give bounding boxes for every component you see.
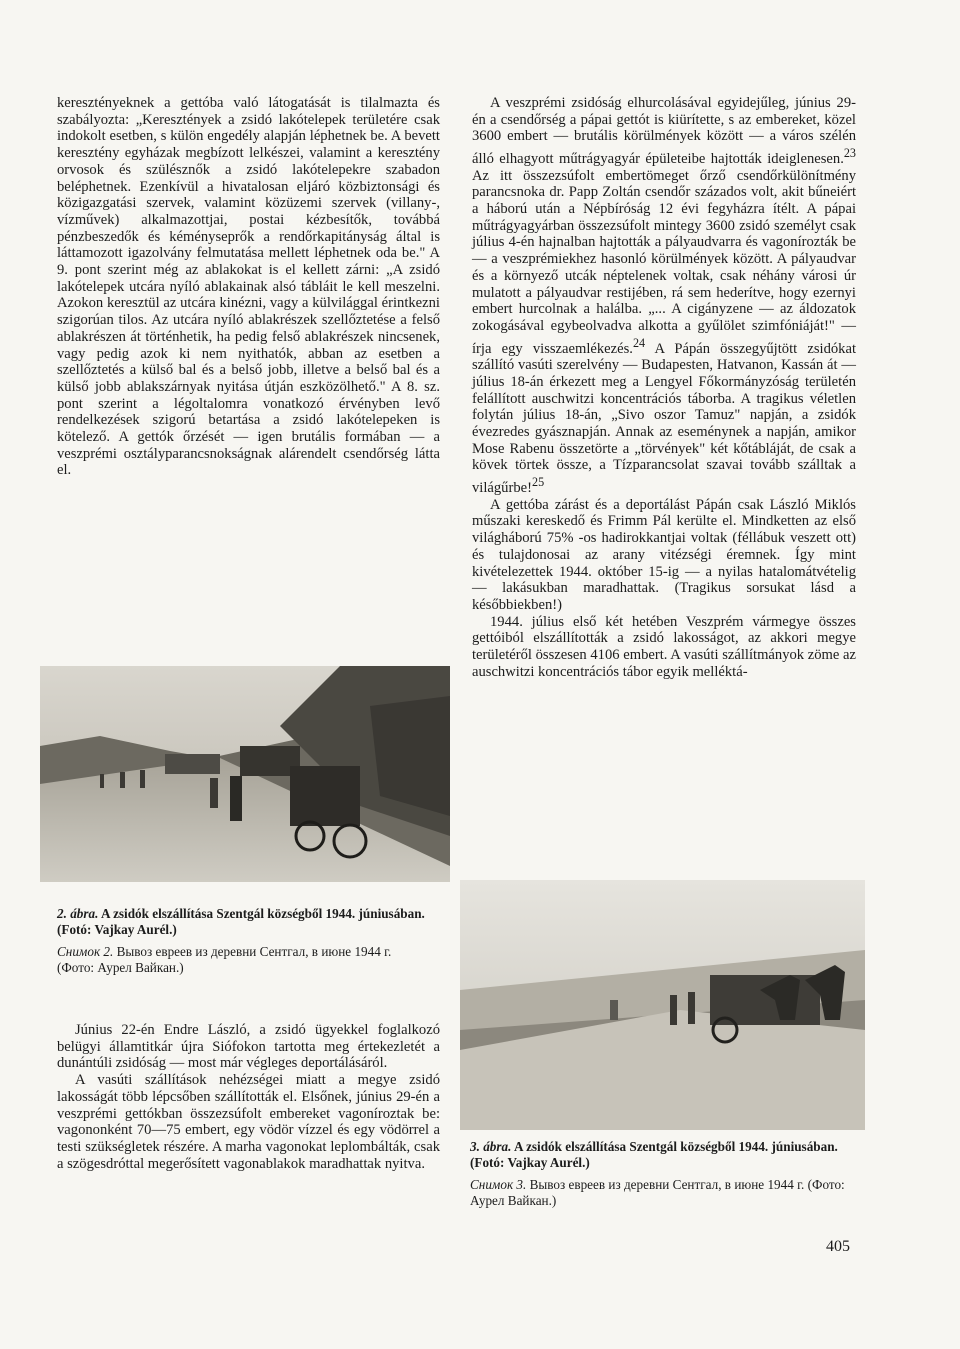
figure-2-label: 2. ábra. — [57, 906, 99, 921]
left-column — [57, 95, 440, 479]
bottom-left-column — [57, 1022, 440, 1172]
bottom-left-paragraph-1: Június 22-én Endre László, a zsidó ügyekkel foglalkozó belügyi államtitkár újra Siófokon tartotta meg értekezletét a dunántúli zsidóság — most már végleges deportálásáról. — [57, 1022, 440, 1072]
figure-3-caption — [470, 1139, 855, 1215]
figure-2-caption — [57, 906, 427, 982]
figure-3-caption-ru — [470, 1177, 855, 1209]
photo-3-image — [460, 880, 865, 1130]
right-paragraph-1-part-c: A Pápán összegyűjtött zsidókat szállító vasúti szerelvény — Budapesten, Hatvanon, Kassán át — július 18-án érkezett meg a Lengyel Főkormányzóság területén felállított auschwitzi koncentrációs táborba. A tragikus véletlen folytán július 18-án, „Sivo oszor Tamuz" napján, a zsidók évezredes gyásznapján. Annak az eseménynek a napján, amikor Mose Rabenu összetörte a „törvények" két kőtábláját, de csak a kövek törtek össze, a Tízparancsolat szavai tovább szálltak a világűrbe! — [472, 340, 856, 497]
left-paragraph-1: keresztényeknek a gettóba való látogatását is tilalmazta és szabályozta: „Keresztények a zsidó lakótelepek területére csak indokolt esetben, s külön engedély alapján léphetnek be. A bevett keresztény egyházak megbízott lelkészei, valamint a keresztény orvosok és szülésznők a zsidó lakótelepekre szabadon beléphetnek. Ezenkívül a hivatalosan eljáró közbiztonsági és közigazgatási szervek, valamint közüzemi szervek (villany-, vízművek) alkalmazottjai, postai kézbesítők, továbbá pénzbeszedők és kéményseprők a rendőrkapitányság által is láttamozott igazolvány felmutatása mellett léphetnek oda be." A 9. pont szerint még az ablakokat is el kellett zárni: „A zsidó lakótelepek utcára nyíló ablakainak alsó tábláit le kell meszelni. Azokon keresztül az utcára kinézni, vagy a külvilággal érintkezni szigorúan tilos. Az utcára nyíló ablakrészek szellőztetése a felső ablakrészen át történhetik, ha pedig felső ablakrészek nincsenek, vagy pedig azok ki nem nyithatók, abban az esetben a szellőztetés a külső bal és a belső jobb, illetve a belső bal és a külső jobb ablakszárnyak nyitása útján eszközölhető." A 8. sz. pont szerint a légoltalomra vonatkozó érvényben levő rendelkezések szigorú betartása a zsidó lakótelepeken is kötelező. A gettók őrzését — igen brutális formában — a veszprémi osztályparancsnokságnak alárendelt csendőrség látta el. — [57, 95, 440, 479]
figure-3-text: A zsidók elszállítása Szentgál községből 1944. júniusában. (Fotó: Vajkay Aurél.) — [470, 1139, 838, 1170]
footnote-ref-24: 24 — [632, 335, 646, 350]
figure-3-caption-hu — [470, 1139, 855, 1171]
right-paragraph-1-part-a: A veszprémi zsidóság elhurcolásával egyidejűleg, június 29-én a csendőrség a pápai gettót is kiürítette, s az embereket, közel 3600 embert — brutális körülmények között — a város szélén álló elhagyott műtrágyagyár épületeibe hajtották ideiglenesen. — [472, 95, 856, 167]
right-column — [472, 95, 856, 680]
figure-3-ru-text: Вывоз евреев из деревни Сентгал, в июне 1944 г. (Фото: Аурел Вайкан.) — [470, 1177, 845, 1208]
bottom-left-paragraph-2: A vasúti szállítások nehézségei miatt a megye zsidó lakosságát több lépcsőben szállították el. Elsőnek, június 29-én a veszprémi gettókban összezsúfolt embereket vagoníroztak be: vagononként 70—75 embert, egy vödör vízzel és egy vödörrel a testi szükségletek részére. A marha vagonokat leplombálták, csak a szögesdróttal megerősített vagonablakok maradhattak nyitva. — [57, 1072, 440, 1172]
figure-3-label: 3. ábra. — [470, 1139, 512, 1154]
photo-horse-carts — [460, 880, 865, 1130]
page-number: 405 — [826, 1238, 850, 1255]
footnote-ref-23: 23 — [843, 146, 856, 161]
right-paragraph-1-part-b: Az itt összezsúfolt embertömeget őrző csendőrkülönítmény parancsnoka dr. Papp Zoltán csendőr százados volt, akit bűneiért a háború után a Népbíróság 12 évi fegyházra ítélt. A pápai műtrágyagyárban összezsúfolt mintegy 3600 zsidó személyt csak július 4-én hajnalban hajtották a pályaudvarra és vagonírozták be — a veszprémiekhez hasonló körülmények között. A pályaudvar és a környező utcák néptelenek voltak, csak néhány városi úr mulatott a pályaudvar restijében, rá sem hederítve, hogy ezernyi embert hurcolnak a halálba. „... A cigányzene — az áldozatok zokogásával egybeolvadva alkotta a gyűlölet szimfóniáját!" — írja egy visszaemlékezés. — [472, 167, 856, 357]
figure-3-ru-label: Снимок 3. — [470, 1177, 527, 1192]
photo-2-image — [40, 666, 450, 882]
right-paragraph-3: 1944. július első két hetében Veszprém vármegye összes gettóiból elszállították a zsidó lakosságot, az akkori megye területéről összesen 4106 embert. A vasúti szállítmányok zöme az auschwitzi koncentrációs tábor egyik melléktá- — [472, 613, 856, 680]
figure-2-ru-label: Снимок 2. — [57, 944, 114, 959]
right-paragraph-1 — [472, 95, 856, 497]
figure-2-ru-text: Вывоз евреев из деревни Сентгал, в июне 1944 г. (Фото: Аурел Вайкан.) — [57, 944, 392, 975]
figure-2-caption-ru — [57, 944, 427, 976]
footnote-ref-25: 25 — [531, 475, 545, 490]
figure-2-text: A zsidók elszállítása Szentgál községből 1944. júniusában. (Fotó: Vajkay Aurél.) — [57, 906, 425, 937]
right-paragraph-2: A gettóba zárást és a deportálást Pápán csak László Miklós műszaki kereskedő és Frimm Pál kerülte el. Mindketten az első világháború 75% -os hadirokkantjai voltak (féllábuk veszett ott) és tulajdonosai az arany vitézségi éremnek. Így mint kivételezettek 1944. október 15-ig — a nyilas hatalomátvételig — lakásukban maradhattak. (Tragikus sorsukat lásd a későbbiekben!) — [472, 496, 856, 613]
figure-2-caption-hu — [57, 906, 427, 938]
photo-village-road-wagons — [40, 666, 450, 882]
